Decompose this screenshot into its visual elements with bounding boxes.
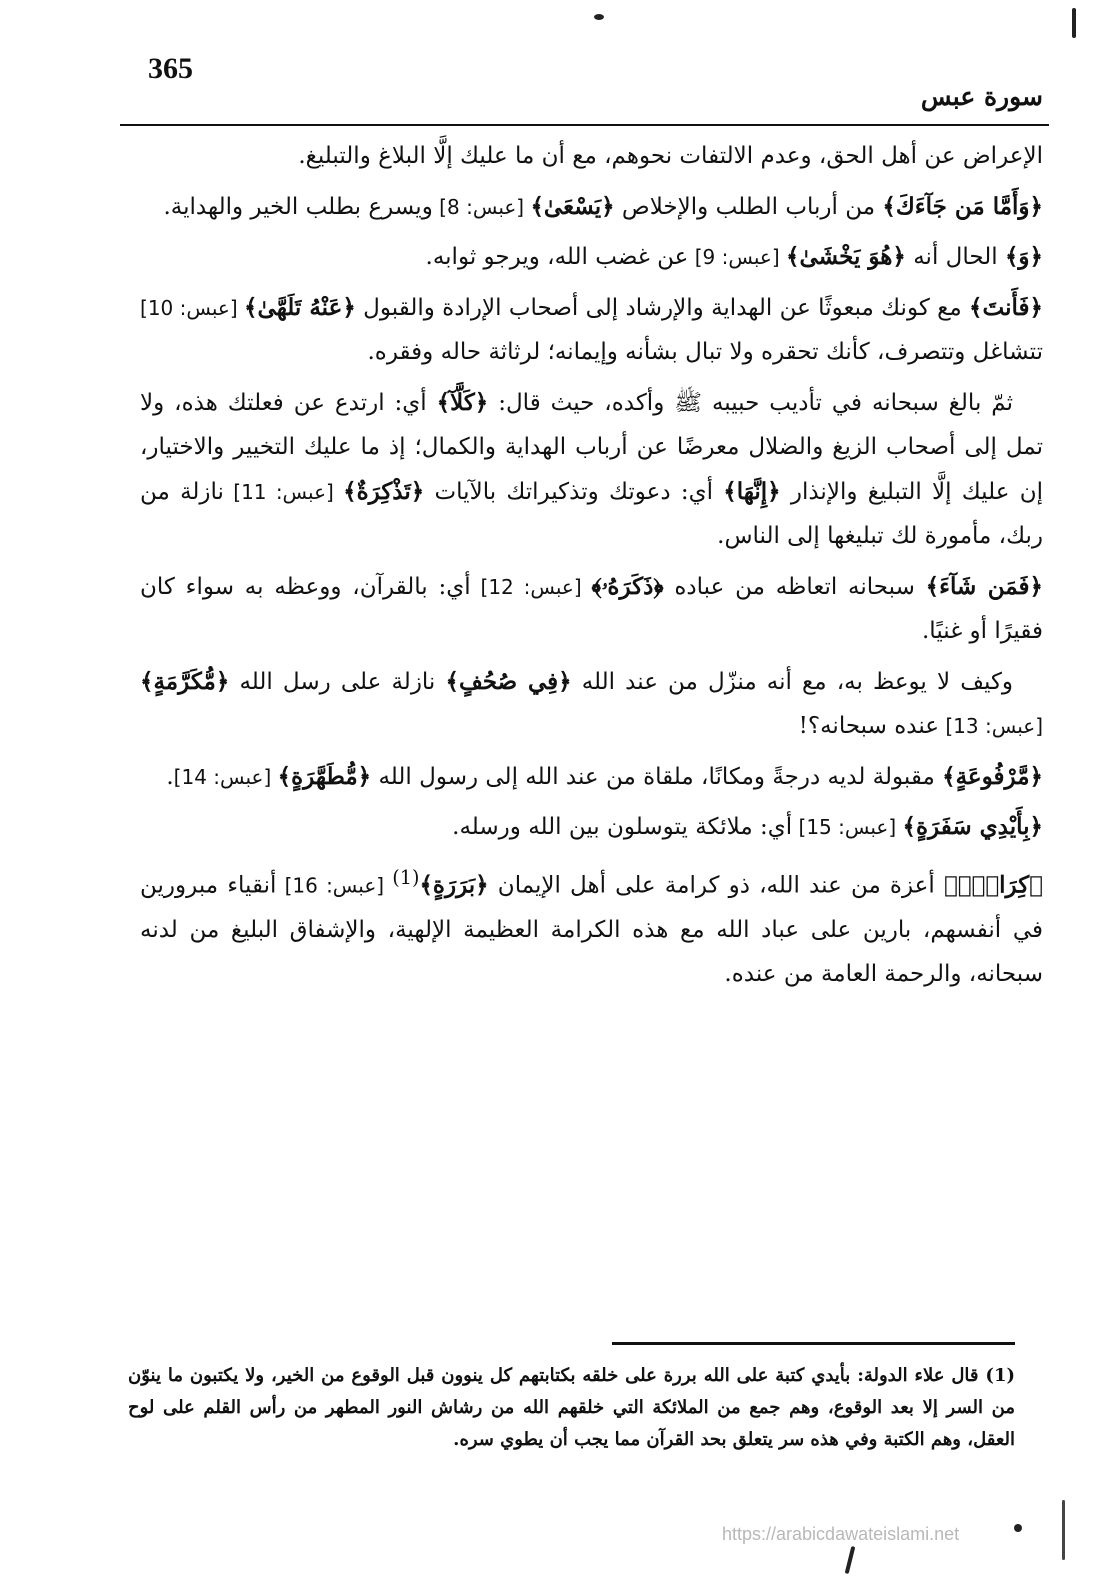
verse-reference: [عبس: 9]: [688, 245, 786, 269]
verse-reference: [عبس: 8]: [432, 194, 531, 219]
paragraph-text: ثمّ بالغ سبحانه في تأديب حبيبه ﷺ وأكده، حيث قال:: [488, 389, 1013, 416]
paragraph-text: من أرباب الطلب والإخلاص: [614, 193, 883, 220]
quran-verse: ﴿وَأَمَّا مَن جَآءَكَ﴾: [882, 192, 1043, 220]
paragraph: [140, 185, 1043, 230]
scan-speck: [1062, 1500, 1065, 1560]
paragraph-text: أي: بالقرآن، ووعظه به سواء كان فقيرًا أو غنيًا.: [140, 573, 1043, 644]
quran-verse: ﴿ذَكَرَهُۥ﴾: [591, 572, 664, 600]
quran-verse: ﴿إِنَّهَا﴾: [723, 477, 781, 505]
verse-reference: [عبس: 11]: [223, 479, 344, 504]
paragraph-text: عن غضب الله، ويرجو ثوابه.: [425, 244, 689, 270]
quran-verse: ﴿يَسْعَىٰ﴾: [530, 192, 615, 220]
surah-title: سورة عبس: [920, 82, 1043, 111]
paragraph-text: تتشاغل وتتصرف، كأنك تحقره ولا تبال بشأنه وإيمانه؛ لرثاثة حاله وفقره.: [367, 339, 1043, 365]
quran-verse: ﴿مُّكَرَّمَةٍ﴾: [140, 667, 230, 695]
footnotes: [128, 1360, 1015, 1456]
quran-verse: ﴿هُوَ يَخْشَىٰ﴾: [785, 243, 906, 270]
verse-reference: [عبس: 12]: [470, 574, 592, 599]
quran-verse: ﴿بِأَيْدِي سَفَرَةٍ﴾: [902, 813, 1043, 840]
paragraph-text: أعزة من عند الله، ذو كرامة على أهل الإيمان: [488, 872, 944, 899]
quran-verse: ﴿بَرَرَةٍ﴾: [419, 871, 489, 899]
paragraph: [140, 805, 1043, 850]
scan-speck: [1014, 1524, 1022, 1532]
paragraph-text: نازلة على رسل الله: [229, 668, 446, 695]
paragraph: [140, 134, 1043, 179]
scan-speck: [594, 14, 604, 20]
quran-verse: ﴿فَأَنتَ﴾: [969, 293, 1043, 321]
paragraph-text: .: [166, 763, 174, 790]
quran-verse: ﴿مُّطَهَّرَةٍ﴾: [277, 762, 372, 790]
paragraph: [140, 660, 1043, 749]
paragraph-text: أنقياء مبرورين في أنفسهم، بارين على عباد الله مع هذه الكرامة العظيمة الإلهية، والإشفاق البليغ من لدنه سبحانه، والرحمة العامة من عنده.: [140, 872, 1043, 988]
paragraph-text: مقبولة لديه درجةً ومكانًا، ملقاة من عند الله إلى رسول الله: [371, 763, 943, 790]
body-text: [140, 134, 1043, 1003]
paragraph-text: ويسرع بطلب الخير والهداية.: [163, 193, 433, 220]
paragraph-text: الإعراض عن أهل الحق، وعدم الالتفات نحوهم، مع أن ما عليك إلَّا البلاغ والتبليغ.: [298, 143, 1043, 169]
verse-reference: [عبس: 13]: [939, 714, 1043, 738]
paragraph-text: أي: ارتدع عن فعلتك هذه، ولا تمل إلى أصحاب الزيغ والضلال معرضًا عن أرباب الهداية والكمال؛ إذ ما عليك التخيير والاختيار، إن عليك إلَّا التبليغ والإنذار: [140, 389, 1043, 505]
paragraph-text: عنده سبحانه؟!: [798, 713, 939, 739]
paragraph-text: وكيف لا يوعظ به، مع أنه منزّل من عند الله: [571, 668, 1014, 695]
page-number: 365: [148, 52, 193, 85]
verse-reference: [عبس: 10]: [140, 295, 245, 320]
paragraph: [140, 381, 1043, 559]
paragraph-text: نازلة من ربك، مأمورة لك تبليغها إلى الناس.: [140, 478, 1043, 549]
quran-verse: ﴿وَ﴾: [1004, 243, 1043, 270]
quran-verse: ﴿مَّرْفُوعَةٍ﴾: [942, 762, 1043, 790]
quran-verse: ﴿تَذْكِرَةٌ﴾: [343, 477, 425, 505]
quran-verse: ﴿كِرَامِۭ﴾: [943, 871, 1043, 899]
watermark-url: https://arabicdawateislami.net: [722, 1524, 960, 1544]
paragraph: [140, 856, 1043, 997]
paragraph: [140, 755, 1043, 800]
paragraph: [140, 286, 1043, 375]
footnote: (1) قال علاء الدولة: بأيدي كتبة على الله بررة على خلقه بكتابتهم كل ينوون قبل الوقوع من الخير، ولا يكتبون ما ينوّن من السر إلا بعد الوقوع، وهم جمع من الملائكة التي خلقهم الله من رشاش النور المطهر من رأس القلم على لوح العقل، وهم الكتبة وفي هذه سر يتعلق بحد القرآن مما يجب أن يطوي سره.: [128, 1365, 1015, 1450]
paragraph-text: الحال أنه: [905, 244, 1005, 270]
paragraph: [140, 235, 1043, 280]
paragraph: [140, 565, 1043, 654]
paragraph-text: مع كونك مبعوثًا عن الهداية والإرشاد إلى أصحاب الإرادة والقبول: [355, 294, 970, 321]
quran-verse: ﴿فَمَن شَآءَ﴾: [925, 572, 1043, 600]
verse-reference: [عبس: 15]: [792, 815, 903, 839]
header-rule: [120, 124, 1049, 126]
scan-speck: [845, 1546, 856, 1574]
paragraph-text: أي: دعوتك وتذكيراتك بالآيات: [424, 478, 724, 505]
verse-reference: [عبس: 14]: [173, 764, 278, 789]
scan-speck: [1072, 8, 1076, 38]
quran-verse: ﴿فِي صُحُفٍ﴾: [445, 667, 572, 695]
footnote-rule: [612, 1342, 1015, 1345]
quran-verse: ﴿كَلَّآ﴾: [436, 388, 489, 416]
verse-reference: [عبس: 16]: [276, 873, 393, 898]
paragraph-text: سبحانه اتعاظه من عباده: [663, 573, 926, 600]
footnote-marker[interactable]: (1): [392, 865, 420, 889]
quran-verse: ﴿عَنْهُ تَلَهَّىٰ﴾: [244, 293, 356, 321]
paragraph-text: أي: ملائكة يتوسلون بين الله ورسله.: [452, 814, 793, 840]
